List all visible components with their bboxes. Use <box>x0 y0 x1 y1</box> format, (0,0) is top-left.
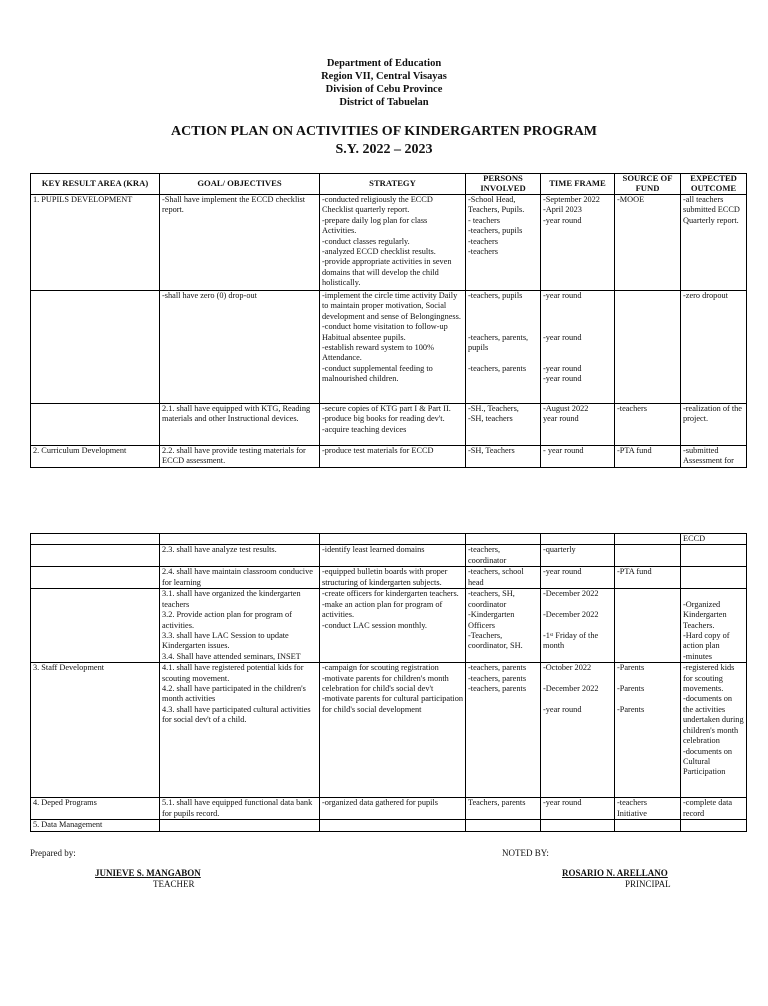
cell-persons: -SH., Teachers, -SH, teachers <box>466 404 541 446</box>
cell-fund: -PTA fund <box>615 567 681 589</box>
cell-time: - year round <box>541 446 615 468</box>
division-heading: Division of Cebu Province <box>325 84 443 95</box>
cell-time: -August 2022 year round <box>541 404 615 446</box>
school-year: S.Y. 2022 – 2023 <box>335 142 433 157</box>
cell-kra: 5. Data Management <box>31 820 160 831</box>
cell-outcome: -submitted Assessment for <box>681 446 747 468</box>
cell-outcome: -registered kids for scouting movements. -documents on the activities undertaken during children's month celebration -documents on Cultural Participation <box>681 663 747 798</box>
cell-strategy: -campaign for scouting registration -motivate parents for children's month celebration for child's social dev't -motivate parents for cultural participation for child's social development <box>320 663 466 798</box>
table-row <box>31 567 747 589</box>
cell-outcome: -complete data record <box>681 798 747 820</box>
cell-kra <box>31 404 160 446</box>
department-heading: Department of Education <box>326 58 442 69</box>
cell-time: -December 2022 -December 2022 -1ˢᵗ Friday of the month <box>541 589 615 663</box>
cell-goal: -Shall have implement the ECCD checklist report. <box>160 195 320 291</box>
cell-strategy: -organized data gathered for pupils <box>320 798 466 820</box>
table-row <box>31 589 747 663</box>
region-heading: Region VII, Central Visayas <box>321 71 447 82</box>
approver-name <box>562 868 668 879</box>
cell-fund: -teachers <box>615 404 681 446</box>
cell-kra <box>31 534 160 545</box>
table-row <box>31 663 747 798</box>
cell-outcome <box>681 820 747 831</box>
cell-persons: -teachers, coordinator <box>466 545 541 567</box>
cell-time: -year round <box>541 798 615 820</box>
col-header-outcome: EXPECTED OUTCOME <box>681 174 747 195</box>
cell-kra: 1. PUPILS DEVELOPMENT <box>31 195 160 291</box>
cell-strategy <box>320 820 466 831</box>
cell-persons <box>466 534 541 545</box>
document-title: ACTION PLAN ON ACTIVITIES OF KINDERGARTEN PROGRAM <box>170 124 598 139</box>
col-header-goal: GOAL/ OBJECTIVES <box>160 174 320 195</box>
cell-persons: -teachers, SH, coordinator -Kindergarten Officers -Teachers, coordinator, SH. <box>466 589 541 663</box>
cell-fund: -Parents -Parents -Parents <box>615 663 681 798</box>
cell-persons: -teachers, pupils -teachers, parents, pupils -teachers, parents <box>466 291 541 404</box>
cell-outcome: -realization of the project. <box>681 404 747 446</box>
cell-outcome: -Organized Kindergarten Teachers. -Hard copy of action plan -minutes <box>681 589 747 663</box>
cell-strategy: -secure copies of KTG part I & Part II. -produce big books for reading dev't. -acquire teaching devices <box>320 404 466 446</box>
col-header-fund: SOURCE OF FUND <box>615 174 681 195</box>
cell-fund <box>615 545 681 567</box>
table-row <box>31 534 747 545</box>
cell-fund: -MOOE <box>615 195 681 291</box>
cell-strategy: -produce test materials for ECCD <box>320 446 466 468</box>
table-row <box>31 545 747 567</box>
cell-persons: -SH, Teachers <box>466 446 541 468</box>
cell-goal: 2.4. shall have maintain classroom conducive for learning <box>160 567 320 589</box>
cell-time: -year round <box>541 567 615 589</box>
cell-kra: 4. Deped Programs <box>31 798 160 820</box>
cell-fund <box>615 291 681 404</box>
approver-name-text: ROSARIO N. ARELLANO <box>562 868 668 878</box>
cell-persons: Teachers, parents <box>466 798 541 820</box>
cell-goal: 2.1. shall have equipped with KTG, Reading materials and other Instructional devices. <box>160 404 320 446</box>
noted-by-label: NOTED BY: <box>502 848 549 858</box>
col-header-kra: KEY RESULT AREA (KRA) <box>31 174 160 195</box>
cell-fund: -PTA fund <box>615 446 681 468</box>
cell-outcome: -zero dropout <box>681 291 747 404</box>
cell-strategy: -create officers for kindergarten teachers. -make an action plan for program of activities. -conduct LAC session monthly. <box>320 589 466 663</box>
cell-outcome <box>681 567 747 589</box>
cell-strategy <box>320 534 466 545</box>
cell-kra <box>31 567 160 589</box>
cell-fund <box>615 820 681 831</box>
cell-goal <box>160 820 320 831</box>
table-row <box>31 798 747 820</box>
cell-goal: -shall have zero (0) drop-out <box>160 291 320 404</box>
cell-strategy: -conducted religiously the ECCD Checklist quarterly report. -prepare daily log plan for class Activities. -conduct classes regularly. -analyzed ECCD checklist results. -provide appropriate activities in seven domains that will develop the child holistically. <box>320 195 466 291</box>
cell-outcome <box>681 545 747 567</box>
approver-role: PRINCIPAL <box>625 879 671 889</box>
cell-strategy: -implement the circle time activity Daily to maintain proper motivation, Social development and sense of Belongingness. -conduct home visitation to follow-up Habitual absentee pupils. -establish reward system to 100% Attendance. -conduct supplemental feeding to malnourished children. <box>320 291 466 404</box>
cell-kra: 3. Staff Development <box>31 663 160 798</box>
cell-kra <box>31 589 160 663</box>
cell-persons: -teachers, school head <box>466 567 541 589</box>
table-row <box>31 404 747 446</box>
preparer-role: TEACHER <box>153 879 195 889</box>
cell-strategy: -identify least learned domains <box>320 545 466 567</box>
cell-time <box>541 820 615 831</box>
cell-persons: -School Head, Teachers, Pupils. - teachers -teachers, pupils -teachers -teachers <box>466 195 541 291</box>
cell-fund <box>615 589 681 663</box>
cell-goal: 4.1. shall have registered potential kids for scouting movement. 4.2. shall have participated in the children's month activities 4.3. shall have participated cultural activities for social dev't of a child. <box>160 663 320 798</box>
cell-persons <box>466 820 541 831</box>
cell-fund <box>615 534 681 545</box>
cell-outcome: ECCD <box>681 534 747 545</box>
cell-strategy: -equipped bulletin boards with proper structuring of kindergarten subjects. <box>320 567 466 589</box>
cell-kra: 2. Curriculum Development <box>31 446 160 468</box>
cell-time: -quarterly <box>541 545 615 567</box>
district-heading: District of Tabuelan <box>339 97 429 108</box>
col-header-persons: PERSONS INVOLVED <box>466 174 541 195</box>
cell-time: -September 2022 -April 2023 -year round <box>541 195 615 291</box>
action-plan-table-page2 <box>30 533 747 832</box>
cell-goal: 2.2. shall have provide testing materials for ECCD assessment. <box>160 446 320 468</box>
table-row <box>31 446 747 468</box>
cell-goal: 2.3. shall have analyze test results. <box>160 545 320 567</box>
preparer-name <box>95 868 201 879</box>
cell-goal: 3.1. shall have organized the kindergarten teachers 3.2. Provide action plan for program of activities. 3.3. shall have LAC Session to update Kindergarten issues. 3.4. Shall have attended seminars, INSET <box>160 589 320 663</box>
cell-kra <box>31 291 160 404</box>
col-header-strategy: STRATEGY <box>320 174 466 195</box>
table-row <box>31 195 747 291</box>
table-row <box>31 291 747 404</box>
cell-time <box>541 534 615 545</box>
cell-fund: -teachers Initiative <box>615 798 681 820</box>
cell-persons: -teachers, parents -teachers, parents -teachers, parents <box>466 663 541 798</box>
cell-kra <box>31 545 160 567</box>
table-header-row <box>31 174 747 195</box>
col-header-time: TIME FRAME <box>541 174 615 195</box>
cell-outcome: -all teachers submitted ECCD Quarterly report. <box>681 195 747 291</box>
prepared-by-label: Prepared by: <box>30 848 76 858</box>
action-plan-table-page1 <box>30 173 747 468</box>
cell-time: -October 2022 -December 2022 -year round <box>541 663 615 798</box>
cell-goal: 5.1. shall have equipped functional data bank for pupils record. <box>160 798 320 820</box>
cell-goal <box>160 534 320 545</box>
preparer-name-text: JUNIEVE S. MANGABON <box>95 868 201 878</box>
cell-time: -year round -year round -year round -year round <box>541 291 615 404</box>
table-row <box>31 820 747 831</box>
